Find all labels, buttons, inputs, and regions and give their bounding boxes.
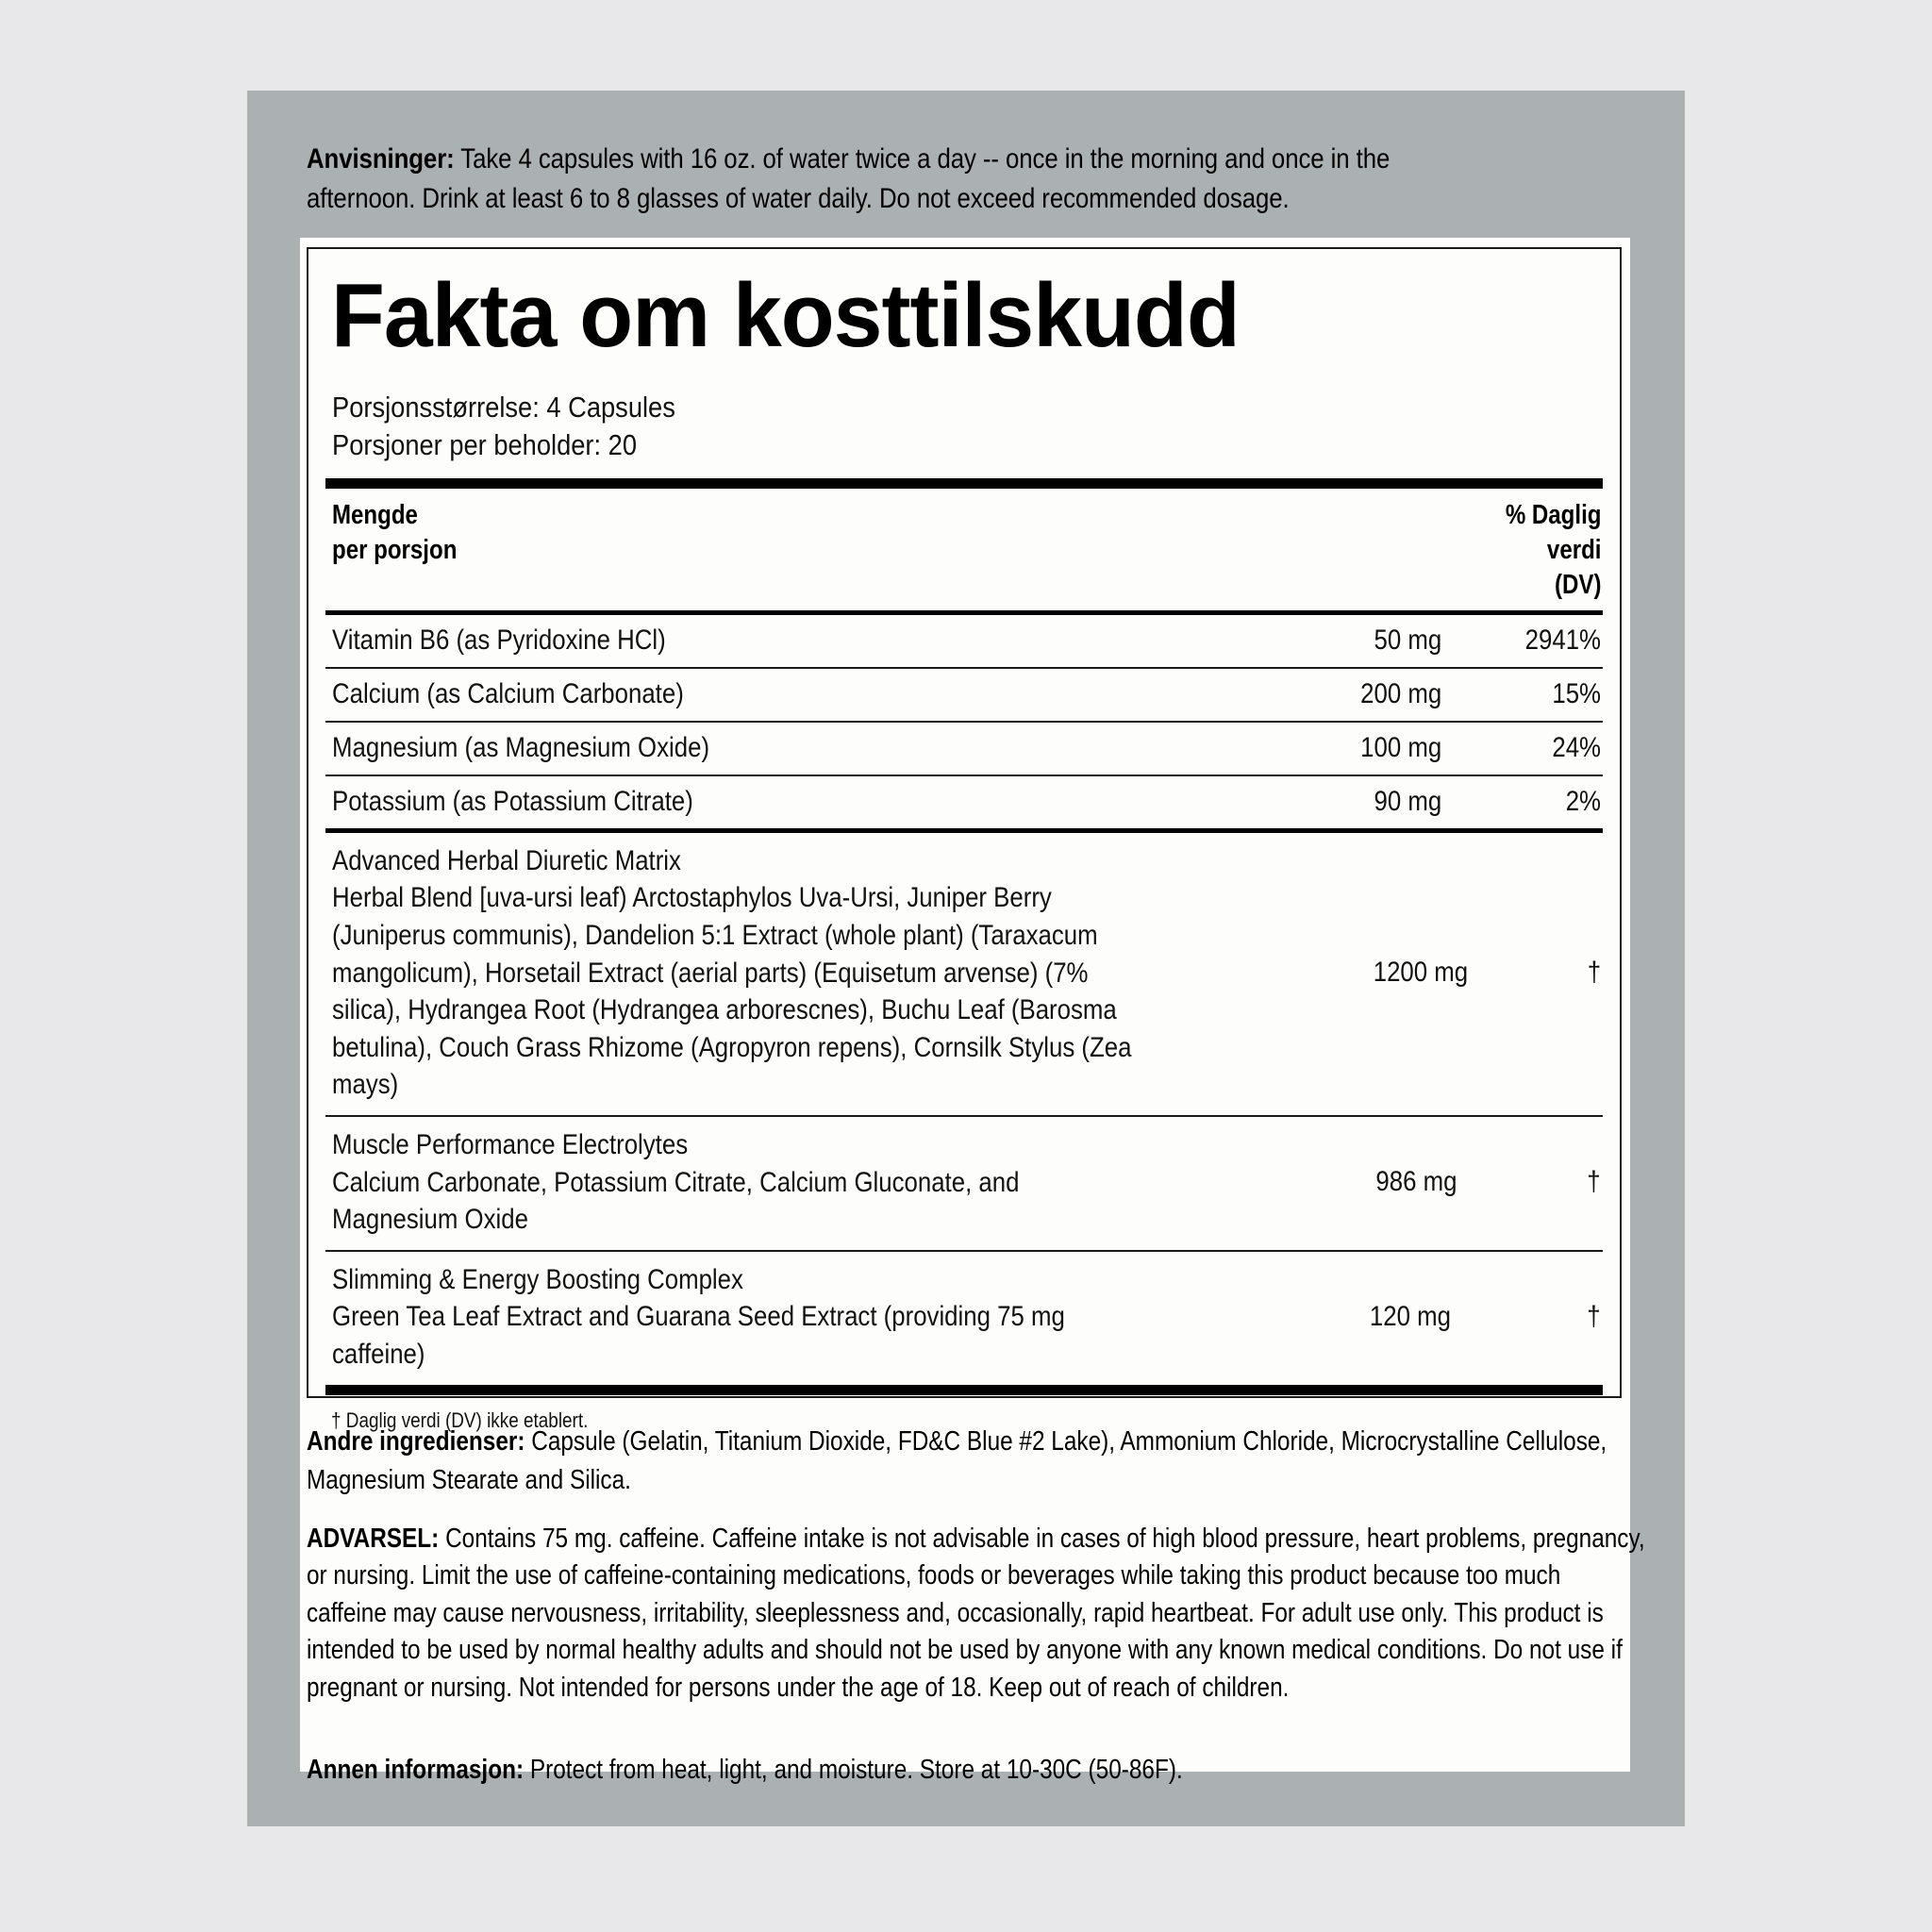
nutrient-daily-value: 24% bbox=[1552, 732, 1601, 764]
nutrient-daily-value: 15% bbox=[1552, 678, 1601, 710]
nutrient-amount: 50 mg bbox=[1374, 625, 1442, 657]
nutrient-daily-value: 2% bbox=[1565, 786, 1601, 818]
nutrient-name: Calcium (as Calcium Carbonate) bbox=[332, 678, 684, 710]
table-row bbox=[325, 1117, 1603, 1250]
blend-daily-value: † bbox=[1587, 1301, 1601, 1333]
header-amount-line1: Mengde bbox=[332, 499, 418, 530]
other-ingredients-body: Capsule (Gelatin, Titanium Dioxide, FD&C Blue #2 Lake), Ammonium Chloride, Microcrystalline Cellulose, Magnesium Stearate and Silica. bbox=[307, 1426, 1607, 1495]
other-ingredients-paragraph bbox=[307, 1423, 1646, 1499]
header-amount-per-serving bbox=[332, 498, 457, 568]
directions-body: Take 4 capsules with 16 oz. of water twice a day -- once in the morning and once in the afternoon. Drink at least 6 to 8 glasses of water daily. Do not exceed recommended dosage. bbox=[307, 143, 1391, 214]
blend-daily-value: † bbox=[1587, 957, 1601, 989]
warning-body: Contains 75 mg. caffeine. Caffeine intake is not advisable in cases of high blood pressure, heart problems, pregnancy, or nursing. Limit the use of caffeine-containing medications, foods or beverages while taking this product because too much caffeine may cause nervousness, irritability, sleeplessness and, occasionally, rapid heartbeat. For adult use only. This product is intended to be used by normal healthy adults and should not be used by anyone with any known medical conditions. Do not use if pregnant or nursing. Not intended for persons under the age of 18. Keep out of reach of children. bbox=[307, 1524, 1645, 1703]
blend-name: Muscle Performance Electrolytes bbox=[332, 1128, 689, 1160]
nutrient-name: Potassium (as Potassium Citrate) bbox=[332, 786, 693, 818]
table-row bbox=[325, 776, 1603, 828]
header-dv-line2: verdi bbox=[1546, 534, 1601, 565]
nutrient-name: Vitamin B6 (as Pyridoxine HCl) bbox=[332, 625, 666, 657]
header-dv-line1: % Daglig bbox=[1505, 499, 1601, 530]
nutrient-name: Magnesium (as Magnesium Oxide) bbox=[332, 732, 710, 764]
blend-name: Advanced Herbal Diuretic Matrix bbox=[332, 844, 681, 876]
warning-paragraph bbox=[307, 1521, 1646, 1707]
nutrient-amount: 90 mg bbox=[1374, 786, 1442, 818]
table-row bbox=[325, 723, 1603, 774]
header-daily-value bbox=[1505, 498, 1601, 603]
warning-label: ADVARSEL: bbox=[307, 1524, 440, 1554]
blend-description: Green Tea Leaf Extract and Guarana Seed Extract (providing 75 mg caffeine) bbox=[332, 1301, 1065, 1370]
table-row bbox=[325, 833, 1603, 1115]
blend-amount: 120 mg bbox=[1369, 1301, 1451, 1333]
other-info-body: Protect from heat, light, and moisture. Store at 10-30C (50-86F). bbox=[529, 1755, 1183, 1785]
blend-text bbox=[332, 842, 1152, 1104]
table-row bbox=[325, 1252, 1603, 1385]
directions-label: Anvisninger: bbox=[307, 143, 455, 175]
table-row bbox=[325, 615, 1603, 667]
table-row bbox=[325, 669, 1603, 721]
other-info-label: Annen informasjon: bbox=[307, 1755, 525, 1785]
serving-size: Porsjonsstørrelse: 4 Capsules bbox=[332, 390, 675, 424]
blend-daily-value: † bbox=[1587, 1166, 1601, 1198]
nutrient-amount: 100 mg bbox=[1360, 732, 1442, 764]
divider-thick-top bbox=[325, 478, 1603, 489]
serving-info bbox=[325, 389, 1603, 465]
page-title: Fakta om kosttilskudd bbox=[331, 265, 1240, 366]
servings-per-container: Porsjoner per beholder: 20 bbox=[332, 428, 638, 462]
blend-name: Slimming & Energy Boosting Complex bbox=[332, 1263, 743, 1295]
daily-value-footnote: † Daglig verdi (DV) ikke etablert. bbox=[331, 1407, 589, 1432]
directions-text bbox=[307, 140, 1442, 219]
header-amount-line2: per porsjon bbox=[332, 534, 458, 565]
other-ingredients-label: Andre ingredienser: bbox=[307, 1426, 525, 1457]
supplement-facts-box bbox=[307, 247, 1622, 1432]
other-info-paragraph bbox=[307, 1751, 1646, 1790]
blend-amount: 1200 mg bbox=[1373, 957, 1469, 989]
blend-text bbox=[332, 1261, 1114, 1374]
header-dv-line3: (DV) bbox=[1554, 569, 1601, 600]
nutrient-daily-value: 2941% bbox=[1524, 625, 1601, 657]
blend-amount: 986 mg bbox=[1375, 1166, 1457, 1198]
blend-description: Calcium Carbonate, Potassium Citrate, Calcium Gluconate, and Magnesium Oxide bbox=[332, 1166, 1020, 1236]
divider-thick-bottom bbox=[325, 1385, 1603, 1395]
nutrient-amount: 200 mg bbox=[1360, 678, 1442, 710]
blend-description: Herbal Blend [uva-ursi leaf) Arctostaphylos Uva-Ursi, Juniper Berry (Juniperus communis), Dandelion 5:1 Extract (whole plant) (Taraxacum mangolicum), Horsetail Extract (aerial parts) (Equisetum arvense) (7% silica), Hydrangea Root (Hydrangea arborescnes), Buchu Leaf (Barosma betulina), Couch Grass Rhizome (Agropyron repens), Cornsilk Stylus (Zea mays) bbox=[332, 882, 1132, 1101]
table-header-row bbox=[325, 489, 1603, 610]
blend-text bbox=[332, 1126, 1128, 1239]
